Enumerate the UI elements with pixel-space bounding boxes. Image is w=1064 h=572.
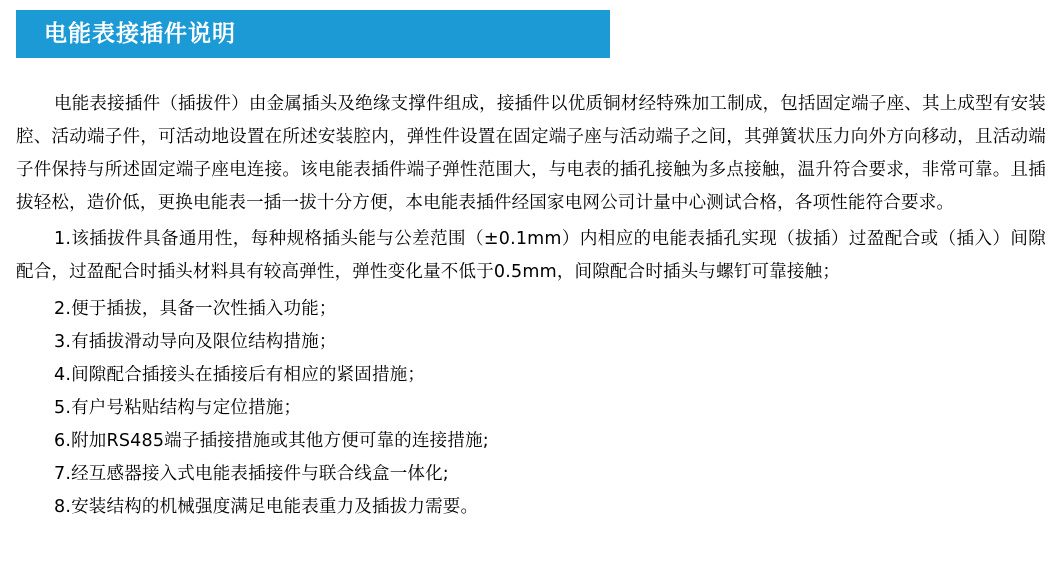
paragraph-intro: 电能表接插件（插拔件）由金属插头及绝缘支撑件组成，接插件以优质铜材经特殊加工制成，包括固定端子座、其上成型有安装腔、活动端子件，可活动地设置在所述安装腔内，弹性件设置在固定端子座与活动端子之间，其弹簧状压力向外方向移动，且活动端子件保持与所述固定端子座电连接。该电能表插件端子弹性范围大，与电表的插孔接触为多点接触，温升符合要求，非常可靠。且插拔轻松，造价低，更换电能表一插一拔十分方便，本电能表插件经国家电网公司计量中心测试合格，各项性能符合要求。 (16, 94, 1046, 213)
list-item: 8.安装结构的机械强度满足电能表重力及插拔力需要。 (54, 497, 479, 517)
list-item: 5.有户号粘贴结构与定位措施； (54, 398, 302, 418)
list-item: 6.附加RS485端子插接措施或其他方便可靠的连接措施; (54, 431, 489, 451)
page-title-bar (16, 10, 610, 58)
list-item: 4.间隙配合插接头在插接后有相应的紧固措施； (54, 365, 426, 385)
list-item: 2.便于插拔，具备一次性插入功能； (54, 299, 337, 319)
list-item: 3.有插拔滑动导向及限位结构措施； (54, 332, 337, 352)
paragraph-item-1: 1.该插拔件具备通用性，每种规格插头能与公差范围（±0.1mm）内相应的电能表插孔实现（拔插）过盈配合或（插入）间隙配合，过盈配合时插头材料具有较高弹性，弹性变化量不低于0.5mm，间隙配合时插头与螺钉可靠接触； (16, 229, 1046, 282)
document-body (16, 88, 1046, 524)
list-item: 7.经互感器接入式电能表插接件与联合线盒一体化; (54, 464, 449, 484)
page-title: 电能表接插件说明 (44, 20, 236, 47)
